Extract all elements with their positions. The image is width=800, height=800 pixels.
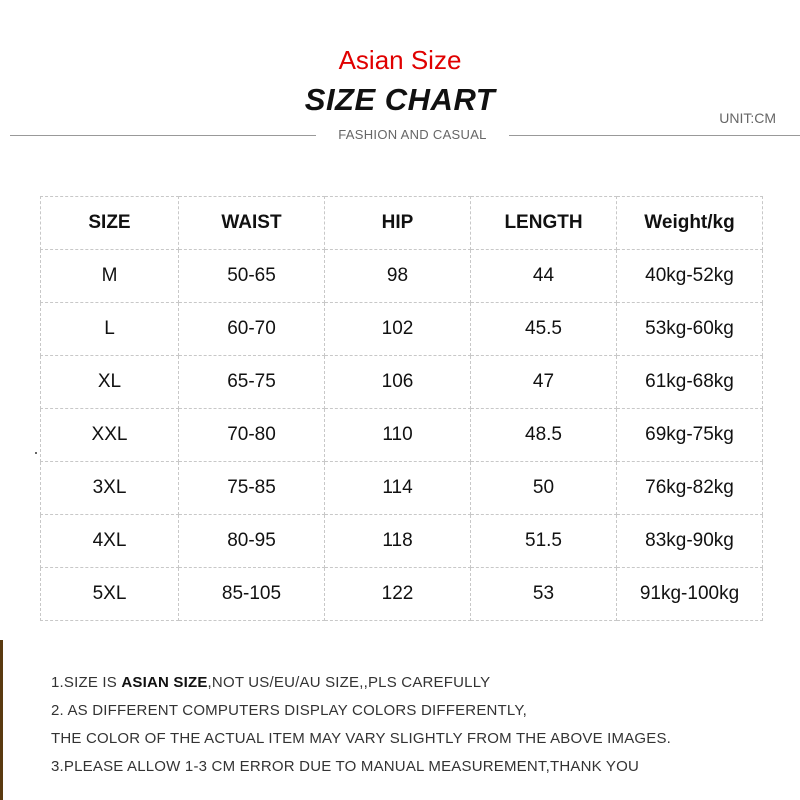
table-cell: 45.5 [471, 303, 617, 356]
table-cell: XXL [41, 409, 179, 462]
table-cell: M [41, 250, 179, 303]
note-line: 3.PLEASE ALLOW 1-3 CM ERROR DUE TO MANUAL MEASUREMENT,THANK YOU [51, 758, 640, 775]
note-line: 2. AS DIFFERENT COMPUTERS DISPLAY COLORS DIFFERENTLY, [51, 702, 527, 719]
table-cell: 118 [325, 515, 471, 568]
table-cell: 110 [325, 409, 471, 462]
table-cell: 76kg-82kg [617, 462, 763, 515]
table-cell: 60-70 [179, 303, 325, 356]
table-cell: L [41, 303, 179, 356]
table-cell: 3XL [41, 462, 179, 515]
table-row [41, 515, 763, 568]
table-cell: 102 [325, 303, 471, 356]
table-row [41, 356, 763, 409]
table-cell: 48.5 [471, 409, 617, 462]
notes [51, 669, 791, 781]
table-cell: 83kg-90kg [617, 515, 763, 568]
note-line: THE COLOR OF THE ACTUAL ITEM MAY VARY SLIGHTLY FROM THE ABOVE IMAGES. [51, 730, 672, 747]
column-header: LENGTH [471, 197, 617, 250]
table-cell: 61kg-68kg [617, 356, 763, 409]
table-row [41, 462, 763, 515]
table-row [41, 250, 763, 303]
asian-size-label: Asian Size [338, 45, 462, 75]
table-row [41, 409, 763, 462]
table-cell: XL [41, 356, 179, 409]
note-text: 1.SIZE IS [51, 674, 122, 691]
note-emphasis: ASIAN SIZE [121, 674, 208, 691]
table-cell: 44 [471, 250, 617, 303]
table-cell: 75-85 [179, 462, 325, 515]
table-cell: 65-75 [179, 356, 325, 409]
table-cell: 106 [325, 356, 471, 409]
table-cell: 85-105 [179, 568, 325, 621]
tagline: FASHION AND CASUAL [338, 127, 487, 142]
table-cell: 50-65 [179, 250, 325, 303]
page-title: SIZE CHART [304, 82, 496, 117]
unit-label: UNIT:CM [719, 110, 776, 126]
note-text: ,NOT US/EU/AU SIZE,,PLS CAREFULLY [207, 674, 491, 691]
table-cell: 50 [471, 462, 617, 515]
table-cell: 51.5 [471, 515, 617, 568]
divider-left [10, 135, 316, 136]
column-header: WAIST [179, 197, 325, 250]
table-row [41, 568, 763, 621]
stray-dot [35, 452, 37, 454]
table-cell: 114 [325, 462, 471, 515]
table-cell: 40kg-52kg [617, 250, 763, 303]
column-header: SIZE [41, 197, 179, 250]
size-table [40, 196, 763, 621]
divider-right [509, 135, 800, 136]
table-row [41, 303, 763, 356]
edge-strip [0, 640, 3, 800]
table-cell: 69kg-75kg [617, 409, 763, 462]
table-header-row [41, 197, 763, 250]
table-cell: 98 [325, 250, 471, 303]
table-cell: 80-95 [179, 515, 325, 568]
table-cell: 4XL [41, 515, 179, 568]
column-header: HIP [325, 197, 471, 250]
table-cell: 53kg-60kg [617, 303, 763, 356]
table-cell: 91kg-100kg [617, 568, 763, 621]
table-cell: 53 [471, 568, 617, 621]
note-line [51, 669, 791, 697]
table-cell: 5XL [41, 568, 179, 621]
table-cell: 122 [325, 568, 471, 621]
table-cell: 70-80 [179, 409, 325, 462]
table-cell: 47 [471, 356, 617, 409]
column-header: Weight/kg [617, 197, 763, 250]
